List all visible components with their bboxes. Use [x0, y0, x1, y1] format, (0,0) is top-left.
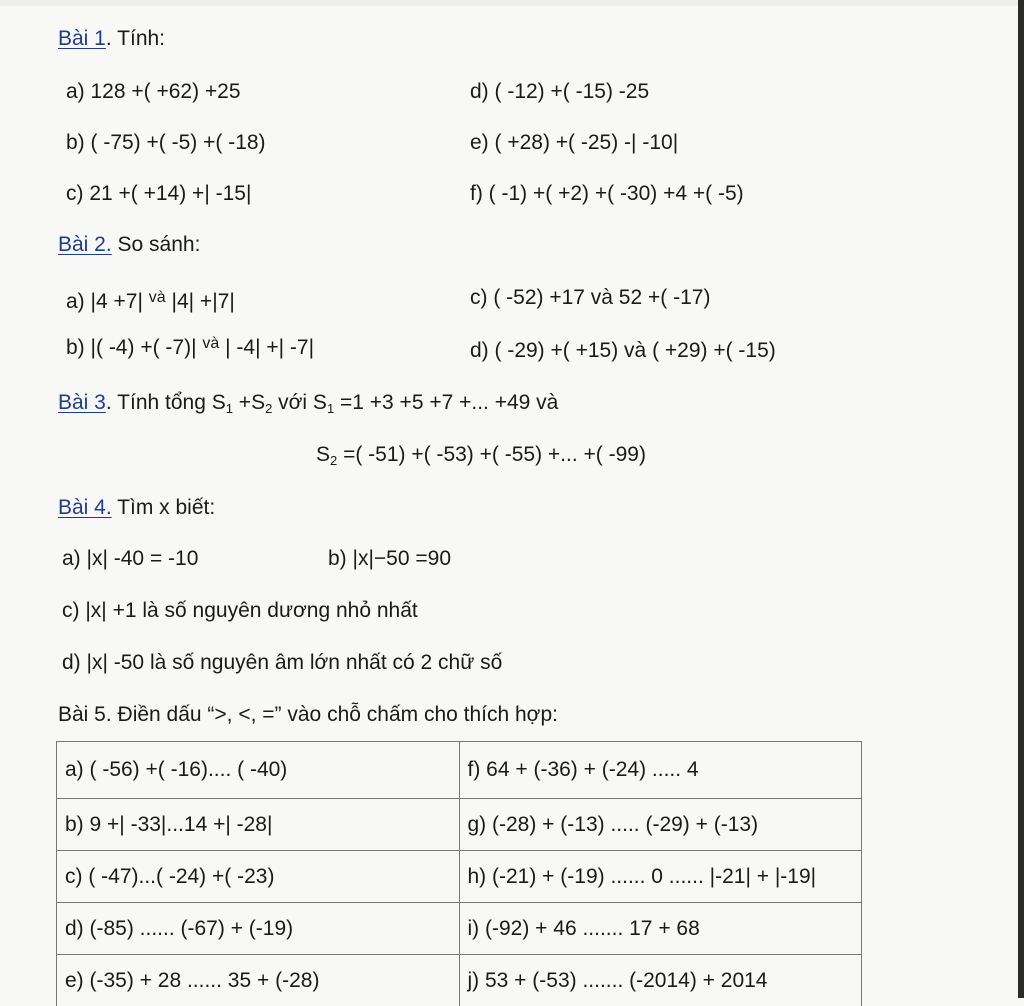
bai3-s2-prefix: S: [316, 443, 330, 466]
table-row: [57, 903, 862, 955]
bai5-cell-h: h) (-21) + (-19) ...... 0 ...... |-21| + |-19|: [459, 851, 862, 903]
bai5-table: [56, 741, 862, 1006]
bai3-label: Bài 3: [58, 391, 106, 414]
bai5-cell-b: b) 9 +| -33|...14 +| -28|: [57, 799, 460, 851]
page-edge: [1018, 0, 1024, 998]
bai1-title: . Tính:: [106, 27, 165, 50]
bai3-s2-line: [316, 443, 646, 468]
bai3-part1: . Tính tổng S: [106, 391, 226, 414]
bai5-cell-c: c) ( -47)...( -24) +( -23): [57, 851, 460, 903]
bai1-item-b: b) ( -75) +( -5) +( -18): [66, 131, 266, 155]
bai3-part4: =1 +3 +5 +7 +... +49 và: [334, 391, 558, 414]
bai5-cell-j: j) 53 + (-53) ....... (-2014) + 2014: [459, 955, 862, 1006]
bai2-a-expr: |4 +7|: [91, 290, 143, 314]
bai1-item-f: f) ( -1) +( +2) +( -30) +4 +( -5): [470, 182, 744, 206]
bai1-item-c: c) 21 +( +14) +| -15|: [66, 182, 251, 206]
bai2-b-rest: | -4| +| -7|: [225, 336, 314, 359]
bai3-s2-sub: 2: [330, 453, 337, 468]
bai2-a-prefix: a): [66, 290, 85, 313]
bai4-item-d: d) |x| -50 là số nguyên âm lớn nhất có 2 chữ số: [62, 651, 502, 675]
table-row: [57, 799, 862, 851]
bai3-heading: [58, 391, 558, 416]
bai2-b-va: và: [202, 335, 219, 352]
bai4-item-b: b) |x|−50 =90: [328, 547, 451, 571]
bai2-b-prefix: b): [66, 336, 85, 359]
top-strip: [0, 0, 1024, 6]
bai4-heading: [58, 496, 215, 520]
bai2-a-va: và: [149, 289, 166, 306]
bai1-item-d: d) ( -12) +( -15) -25: [470, 80, 649, 104]
bai2-label: Bài 2.: [58, 233, 112, 256]
bai1-item-e: e) ( +28) +( -25) -| -10|: [470, 131, 678, 155]
bai1-label: Bài 1: [58, 27, 106, 50]
bai2-heading: [58, 233, 200, 257]
bai2-title: So sánh:: [112, 233, 201, 256]
bai3-sub3: 1: [327, 401, 334, 416]
bai3-sub1: 1: [226, 401, 233, 416]
bai2-a-rest: |4| +|7|: [172, 290, 235, 313]
bai1-heading: [58, 27, 165, 51]
bai5-cell-g: g) (-28) + (-13) ..... (-29) + (-13): [459, 799, 862, 851]
bai4-item-c: c) |x| +1 là số nguyên dương nhỏ nhất: [62, 599, 418, 623]
bai2-item-d: d) ( -29) +( +15) và ( +29) +( -15): [470, 339, 776, 363]
bai2-item-a: [66, 284, 235, 314]
bai2-item-c: c) ( -52) +17 và 52 +( -17): [470, 286, 710, 310]
bai3-s2-rest: =( -51) +( -53) +( -55) +... +( -99): [337, 443, 646, 466]
bai4-label: Bài 4.: [58, 496, 112, 519]
table-row: [57, 851, 862, 903]
table-row: [57, 955, 862, 1006]
bai2-item-b: [66, 335, 314, 360]
table-row: [57, 742, 862, 799]
bai3-sub2: 2: [265, 401, 272, 416]
bai4-item-a: a) |x| -40 = -10: [62, 547, 198, 571]
bai1-item-a: a) 128 +( +62) +25: [66, 80, 241, 104]
bai5-cell-d: d) (-85) ...... (-67) + (-19): [57, 903, 460, 955]
bai3-part2: +S: [233, 391, 265, 414]
bai5-cell-f: f) 64 + (-36) + (-24) ..... 4: [459, 742, 862, 799]
bai2-b-expr: |( -4) +( -7)|: [91, 336, 197, 359]
bai5-heading: Bài 5. Điền dấu “>, <, =” vào chỗ chấm cho thích hợp:: [58, 703, 558, 727]
bai5-cell-i: i) (-92) + 46 ....... 17 + 68: [459, 903, 862, 955]
bai5-cell-a: a) ( -56) +( -16).... ( -40): [57, 742, 460, 799]
bai3-part3: với S: [272, 391, 327, 414]
bai5-cell-e: e) (-35) + 28 ...... 35 + (-28): [57, 955, 460, 1006]
bai4-title: Tìm x biết:: [112, 496, 215, 519]
